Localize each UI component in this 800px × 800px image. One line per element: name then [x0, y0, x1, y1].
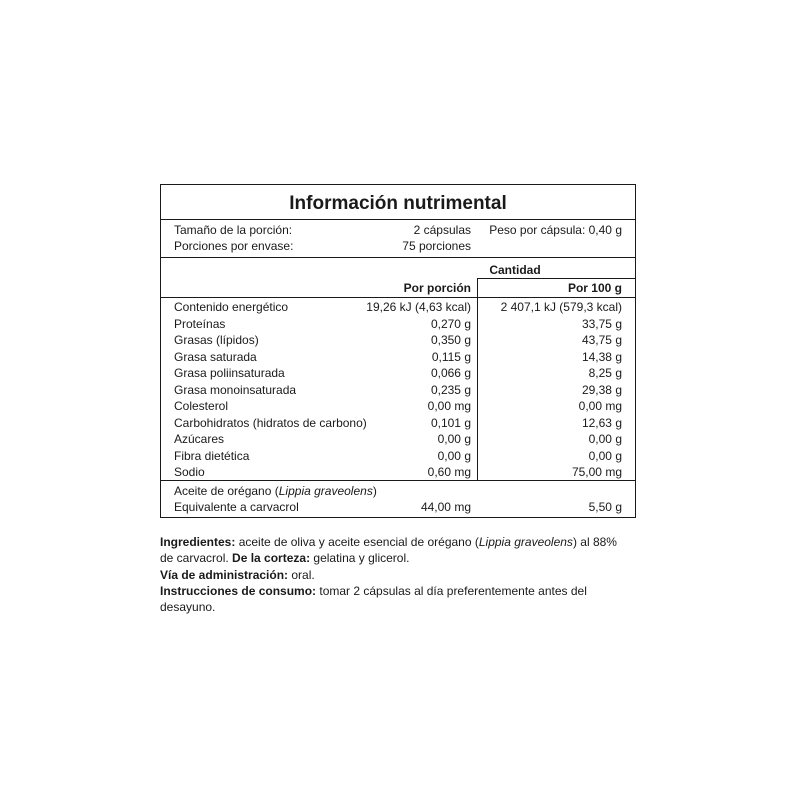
nutrient-row — [161, 332, 635, 349]
carvacrol-per-100g: 5,50 g — [588, 500, 622, 514]
oregano-oil-label: Aceite de orégano (Lippia graveolens) — [174, 484, 377, 498]
quantity-header: Cantidad — [489, 263, 541, 277]
per-100g-value: 0,00 mg — [578, 399, 622, 413]
nutrition-facts-panel — [160, 184, 636, 518]
nutrient-rows — [161, 299, 635, 481]
per-100g-value: 0,00 g — [588, 448, 622, 463]
per-serving-value: 0,115 g — [431, 349, 471, 364]
panel-title: Información nutrimental — [289, 193, 507, 214]
carvacrol-per-serving: 44,00 mg — [420, 500, 471, 514]
per-100g-value: 8,25 g — [588, 366, 622, 380]
nutrient-name: Sodio — [174, 465, 205, 479]
per-100g-value: 29,38 g — [581, 382, 622, 397]
capsule-weight: Peso por cápsula: 0,40 g — [489, 223, 622, 237]
nutrient-name: Azúcares — [174, 432, 225, 446]
nutrient-row — [161, 299, 635, 316]
per-100g-value: 14,38 g — [581, 349, 622, 364]
nutrient-row — [161, 382, 635, 399]
nutrient-name: Grasa monoinsaturada — [174, 382, 297, 397]
serving-size-label: Tamaño de la porción: — [174, 223, 293, 237]
ingredients-paragraph: Ingredientes: aceite de oliva y aceite esencial de orégano (Lippia graveolens) al 88% de carvacrol. De la corteza: gelatina y glicerol. — [160, 535, 617, 566]
nutrient-row — [161, 398, 635, 415]
per-serving-value: 19,26 kJ (4,63 kcal) — [366, 300, 471, 314]
per-serving-value: 0,00 g — [437, 432, 471, 446]
nutrient-name: Grasa saturada — [174, 349, 257, 364]
divider — [161, 297, 635, 298]
product-notes — [160, 534, 630, 615]
nutrient-name: Grasa poliinsaturada — [174, 366, 285, 380]
divider — [161, 219, 635, 220]
nutrient-name: Colesterol — [174, 399, 229, 413]
nutrient-name: Carbohidratos (hidratos de carbono) — [174, 415, 367, 430]
divider — [161, 480, 635, 481]
nutrient-row — [161, 316, 635, 333]
per-serving-value: 0,00 g — [437, 448, 471, 463]
carvacrol-label: Equivalente a carvacrol — [174, 500, 299, 514]
per-serving-value: 0,00 mg — [427, 399, 471, 413]
divider — [477, 278, 635, 279]
per-serving-value: 0,101 g — [430, 415, 471, 430]
per-100g-value: 2 407,1 kJ (579,3 kcal) — [500, 300, 622, 314]
nutrient-row — [161, 349, 635, 366]
per-serving-header: Por porción — [403, 281, 471, 295]
per-100g-value: 12,63 g — [581, 415, 622, 430]
nutrient-row — [161, 431, 635, 448]
nutrient-name: Contenido energético — [174, 300, 289, 314]
nutrient-row — [161, 365, 635, 382]
per-serving-value: 0,235 g — [430, 382, 471, 397]
per-100g-value: 0,00 g — [588, 432, 622, 446]
instructions-paragraph: Instrucciones de consumo: tomar 2 cápsulas al día preferentemente antes del desayuno. — [160, 583, 587, 615]
serving-size-value: 2 cápsulas — [413, 223, 471, 237]
per-serving-value: 0,270 g — [430, 316, 471, 331]
nutrient-name: Grasas (lípidos) — [174, 333, 259, 347]
divider — [161, 257, 635, 258]
servings-per-container-value: 75 porciones — [402, 239, 471, 253]
nutrient-name: Proteínas — [174, 316, 226, 331]
per-100g-header: Por 100 g — [567, 281, 622, 295]
route-paragraph: Vía de administración: oral. — [160, 567, 315, 582]
nutrient-name: Fibra dietética — [174, 448, 250, 463]
per-100g-value: 43,75 g — [581, 333, 622, 347]
nutrient-row — [161, 448, 635, 465]
nutrient-row — [161, 415, 635, 432]
per-serving-value: 0,066 g — [430, 366, 471, 380]
per-100g-value: 75,00 mg — [571, 465, 622, 479]
per-serving-value: 0,350 g — [430, 333, 471, 347]
nutrient-row — [161, 464, 635, 481]
per-100g-value: 33,75 g — [581, 316, 622, 331]
servings-per-container-label: Porciones por envase: — [174, 239, 294, 253]
per-serving-value: 0,60 mg — [427, 465, 471, 479]
